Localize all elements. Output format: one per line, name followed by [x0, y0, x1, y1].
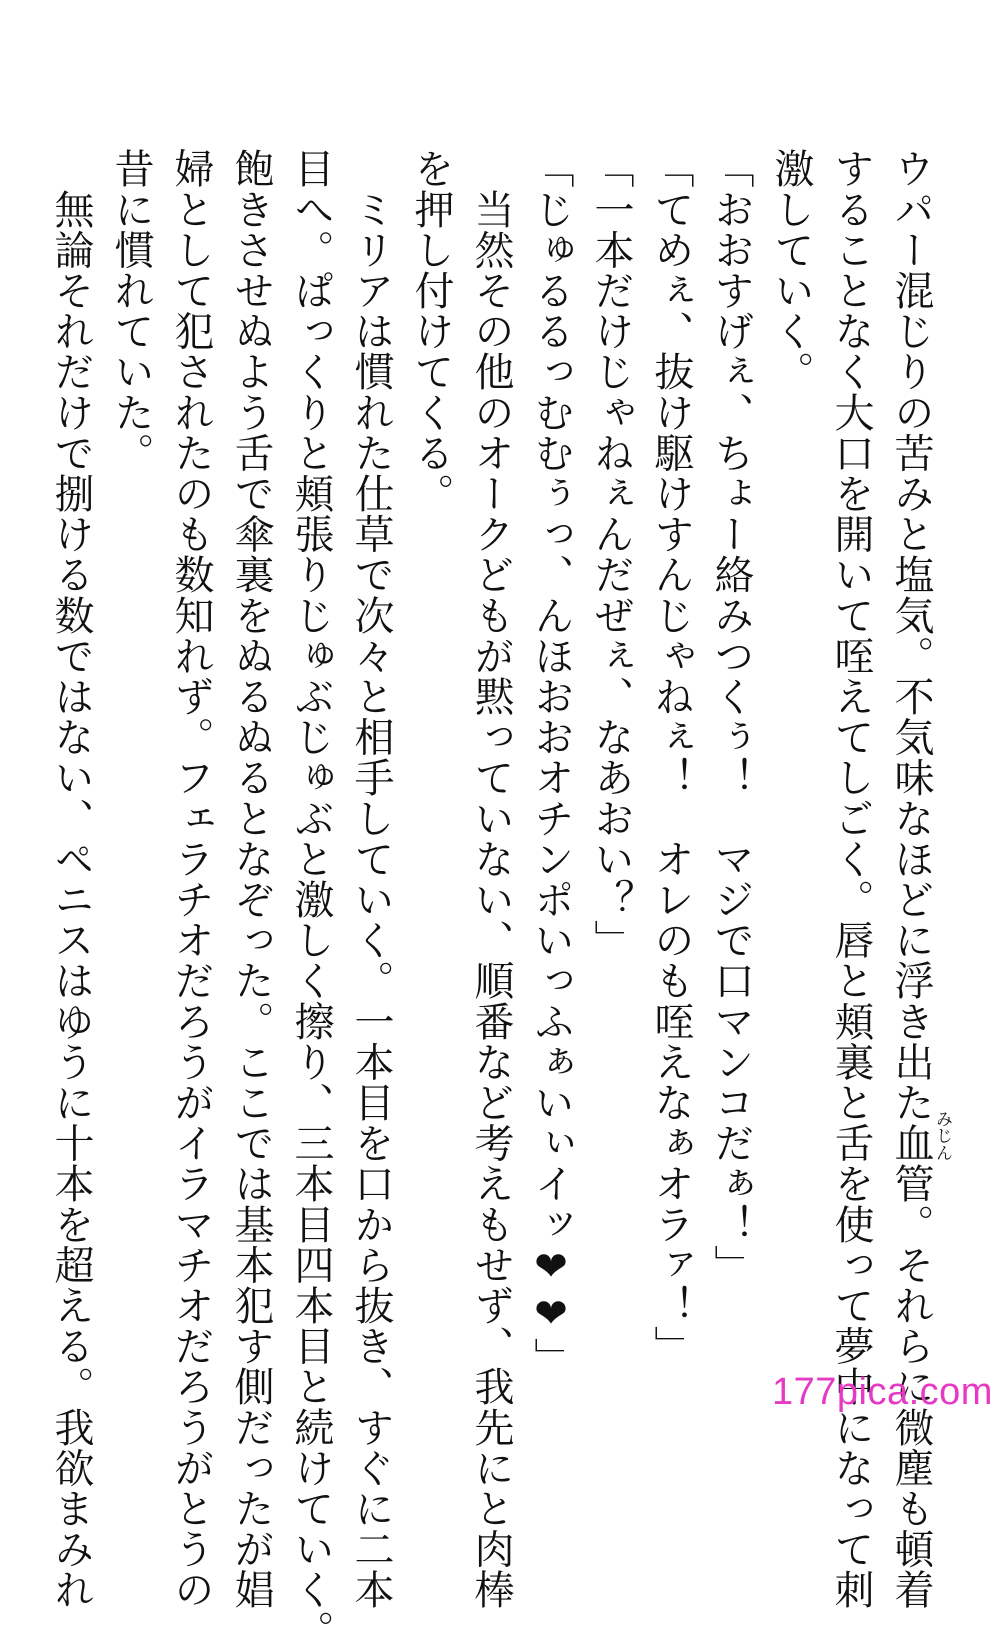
dialogue-line-2: 「てめぇ、抜け駆けすんじゃねぇ！ オレのも咥えなぁオラァ！」 [648, 148, 694, 1366]
text-column-11: 目へ。ぱっくりと頬張りじゅぶじゅぶと激しく擦り、三本目四本目と続けていく。 [288, 148, 334, 1650]
furigana-mijin: みじん [932, 1110, 952, 1161]
text-column-9: を押し付けてくる。 [408, 148, 454, 514]
text-column-1: ウパー混じりの苦みと塩気。不気味なほどに浮き出た血管。それらに微塵も頓着 [888, 148, 934, 1610]
dialogue-line-3: 「一本だけじゃねぇんだぜぇ、なあおい？」 [588, 148, 634, 960]
text-column-2: することなく大口を開いて咥えてしごく。唇と頬裏と舌を使って夢中になって刺 [828, 148, 874, 1610]
text-column-8: 当然その他のオークどもが黙っていない、順番など考えもせず、我先にと肉棒 [468, 148, 514, 1610]
text-column-13: 婦として犯されたのも数知れず。フェラチオだろうがイラマチオだろうがとうの [168, 148, 214, 1610]
text-column-14: 昔に慣れていた。 [108, 148, 154, 473]
text-column-3: 激していく。 [768, 148, 814, 392]
dialogue-line-4: 「じゅるるっむむぅっ、んほおおオチンポいっふぁいぃイッ❤❤」 [528, 148, 574, 1378]
text-column-10: ミリアは慣れた仕草で次々と相手していく。一本目を口から抜き、すぐに二本 [348, 148, 394, 1610]
text-column-12: 飽きさせぬよう舌で傘裏をぬるぬるとなぞった。ここでは基本犯す側だったが娼 [228, 148, 274, 1610]
text-column-15: 無論それだけで捌ける数ではない、ペニスはゆうに十本を超える。我欲まみれ [48, 148, 94, 1610]
watermark-text: 177pica.com [772, 1371, 993, 1413]
dialogue-line-1: 「おおすげぇ、ちょー絡みつくぅ！ マジで口マンコだぁ！」 [708, 148, 754, 1285]
